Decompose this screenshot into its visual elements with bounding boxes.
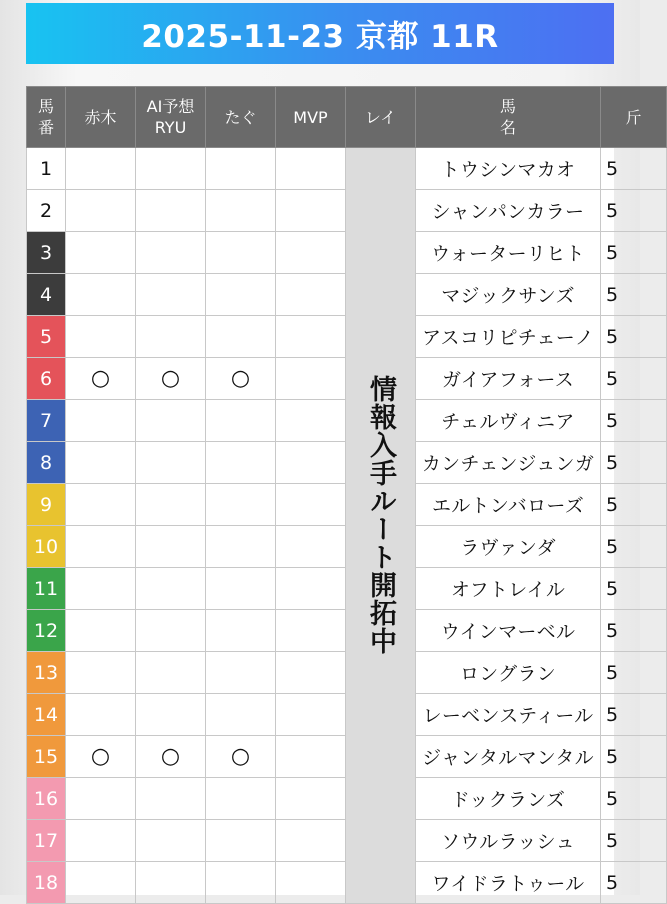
mark-akagi bbox=[66, 652, 136, 694]
weight-cell: 5 bbox=[601, 694, 667, 736]
mark-ryu bbox=[136, 652, 206, 694]
weight-cell: 5 bbox=[601, 148, 667, 190]
mark-tagu bbox=[206, 526, 276, 568]
mark-mvp bbox=[276, 568, 346, 610]
horse-name: カンチェンジュンガ bbox=[416, 442, 601, 484]
mark-mvp bbox=[276, 358, 346, 400]
horse-name: エルトンバローズ bbox=[416, 484, 601, 526]
mark-tagu bbox=[206, 316, 276, 358]
mark-akagi bbox=[66, 232, 136, 274]
mark-ryu bbox=[136, 526, 206, 568]
horse-number: 18 bbox=[27, 862, 66, 904]
column-header-mvp: MVP bbox=[276, 87, 346, 148]
weight-cell: 5 bbox=[601, 232, 667, 274]
horse-number: 8 bbox=[27, 442, 66, 484]
horse-name: ワイドラトゥール bbox=[416, 862, 601, 904]
horse-name: ガイアフォース bbox=[416, 358, 601, 400]
horse-number: 2 bbox=[27, 190, 66, 232]
horse-name: チェルヴィニア bbox=[416, 400, 601, 442]
table-row[interactable] bbox=[27, 148, 667, 190]
mark-tagu bbox=[206, 862, 276, 904]
mark-akagi bbox=[66, 316, 136, 358]
horse-number: 10 bbox=[27, 526, 66, 568]
mark-tagu bbox=[206, 568, 276, 610]
table-header-row bbox=[27, 87, 667, 148]
horse-name: マジックサンズ bbox=[416, 274, 601, 316]
mark-akagi bbox=[66, 610, 136, 652]
horse-number: 1 bbox=[27, 148, 66, 190]
mark-mvp bbox=[276, 442, 346, 484]
mark-mvp bbox=[276, 736, 346, 778]
weight-cell: 5 bbox=[601, 610, 667, 652]
mark-tagu bbox=[206, 400, 276, 442]
horse-name: ジャンタルマンタル bbox=[416, 736, 601, 778]
mark-mvp bbox=[276, 652, 346, 694]
race-title: 2025-11-23 京都 11R bbox=[141, 19, 499, 55]
weight-cell: 5 bbox=[601, 652, 667, 694]
horse-name: シャンパンカラー bbox=[416, 190, 601, 232]
mark-tagu bbox=[206, 484, 276, 526]
horse-name: オフトレイル bbox=[416, 568, 601, 610]
weight-cell: 5 bbox=[601, 862, 667, 904]
mark-tagu bbox=[206, 274, 276, 316]
mark-tagu bbox=[206, 778, 276, 820]
weight-cell: 5 bbox=[601, 820, 667, 862]
horse-number: 9 bbox=[27, 484, 66, 526]
mark-ryu bbox=[136, 610, 206, 652]
horse-name: ウォーターリヒト bbox=[416, 232, 601, 274]
weight-cell: 5 bbox=[601, 778, 667, 820]
mark-ryu bbox=[136, 190, 206, 232]
column-header-num: 馬 番 bbox=[27, 87, 66, 148]
horse-number: 6 bbox=[27, 358, 66, 400]
mark-mvp bbox=[276, 484, 346, 526]
weight-cell: 5 bbox=[601, 484, 667, 526]
horse-number: 15 bbox=[27, 736, 66, 778]
horse-name: ウインマーベル bbox=[416, 610, 601, 652]
weight-cell: 5 bbox=[601, 358, 667, 400]
mark-tagu: ○ bbox=[206, 358, 276, 400]
mark-mvp bbox=[276, 232, 346, 274]
column-header-extra: 斤 bbox=[601, 87, 667, 148]
mark-ryu bbox=[136, 442, 206, 484]
horse-number: 5 bbox=[27, 316, 66, 358]
mark-akagi bbox=[66, 526, 136, 568]
mark-mvp bbox=[276, 862, 346, 904]
mark-akagi bbox=[66, 190, 136, 232]
weight-cell: 5 bbox=[601, 274, 667, 316]
mark-ryu bbox=[136, 694, 206, 736]
rei-column-note bbox=[346, 148, 416, 904]
column-header-tagu: たぐ bbox=[206, 87, 276, 148]
mark-tagu bbox=[206, 442, 276, 484]
horse-number: 7 bbox=[27, 400, 66, 442]
mark-akagi: ○ bbox=[66, 358, 136, 400]
mark-tagu bbox=[206, 694, 276, 736]
weight-cell: 5 bbox=[601, 526, 667, 568]
horse-name: ドックランズ bbox=[416, 778, 601, 820]
horse-name: レーベンスティール bbox=[416, 694, 601, 736]
mark-ryu bbox=[136, 820, 206, 862]
weight-cell: 5 bbox=[601, 316, 667, 358]
rei-note-text: 情報入手ルート開拓中 bbox=[365, 375, 396, 655]
mark-akagi bbox=[66, 568, 136, 610]
mark-ryu bbox=[136, 148, 206, 190]
mark-mvp bbox=[276, 316, 346, 358]
column-header-name: 馬 名 bbox=[416, 87, 601, 148]
mark-ryu bbox=[136, 274, 206, 316]
mark-ryu bbox=[136, 568, 206, 610]
mark-tagu bbox=[206, 610, 276, 652]
mark-tagu bbox=[206, 148, 276, 190]
mark-mvp bbox=[276, 400, 346, 442]
horse-number: 16 bbox=[27, 778, 66, 820]
mark-akagi bbox=[66, 820, 136, 862]
weight-cell: 5 bbox=[601, 442, 667, 484]
mark-ryu: ○ bbox=[136, 358, 206, 400]
mark-mvp bbox=[276, 148, 346, 190]
mark-ryu bbox=[136, 778, 206, 820]
mark-akagi bbox=[66, 694, 136, 736]
mark-ryu bbox=[136, 484, 206, 526]
mark-akagi bbox=[66, 484, 136, 526]
mark-tagu bbox=[206, 232, 276, 274]
mark-mvp bbox=[276, 778, 346, 820]
column-header-rei: レイ bbox=[346, 87, 416, 148]
prediction-table-container[interactable] bbox=[26, 86, 642, 895]
mark-akagi bbox=[66, 148, 136, 190]
column-header-akagi: 赤木 bbox=[66, 87, 136, 148]
weight-cell: 5 bbox=[601, 400, 667, 442]
horse-number: 17 bbox=[27, 820, 66, 862]
mark-mvp bbox=[276, 694, 346, 736]
mark-tagu bbox=[206, 652, 276, 694]
mark-ryu bbox=[136, 232, 206, 274]
mark-ryu bbox=[136, 400, 206, 442]
table-body bbox=[27, 148, 667, 904]
horse-name: アスコリピチェーノ bbox=[416, 316, 601, 358]
horse-number: 13 bbox=[27, 652, 66, 694]
mark-akagi bbox=[66, 778, 136, 820]
mark-mvp bbox=[276, 820, 346, 862]
mark-tagu bbox=[206, 820, 276, 862]
horse-number: 3 bbox=[27, 232, 66, 274]
mark-tagu bbox=[206, 190, 276, 232]
mark-mvp bbox=[276, 610, 346, 652]
horse-number: 4 bbox=[27, 274, 66, 316]
mark-akagi bbox=[66, 400, 136, 442]
mark-akagi bbox=[66, 442, 136, 484]
horse-number: 14 bbox=[27, 694, 66, 736]
weight-cell: 5 bbox=[601, 190, 667, 232]
horse-name: トウシンマカオ bbox=[416, 148, 601, 190]
mark-akagi bbox=[66, 274, 136, 316]
mark-mvp bbox=[276, 526, 346, 568]
mark-akagi bbox=[66, 862, 136, 904]
weight-cell: 5 bbox=[601, 736, 667, 778]
horse-name: ラヴァンダ bbox=[416, 526, 601, 568]
column-header-ryu: AI予想 RYU bbox=[136, 87, 206, 148]
mark-ryu bbox=[136, 862, 206, 904]
mark-tagu: ○ bbox=[206, 736, 276, 778]
horse-name: ロングラン bbox=[416, 652, 601, 694]
mark-mvp bbox=[276, 274, 346, 316]
horse-number: 11 bbox=[27, 568, 66, 610]
mark-akagi: ○ bbox=[66, 736, 136, 778]
mark-mvp bbox=[276, 190, 346, 232]
mark-ryu: ○ bbox=[136, 736, 206, 778]
horse-name: ソウルラッシュ bbox=[416, 820, 601, 862]
mark-ryu bbox=[136, 316, 206, 358]
race-title-banner bbox=[26, 3, 614, 64]
horse-number: 12 bbox=[27, 610, 66, 652]
prediction-table bbox=[26, 86, 667, 904]
weight-cell: 5 bbox=[601, 568, 667, 610]
